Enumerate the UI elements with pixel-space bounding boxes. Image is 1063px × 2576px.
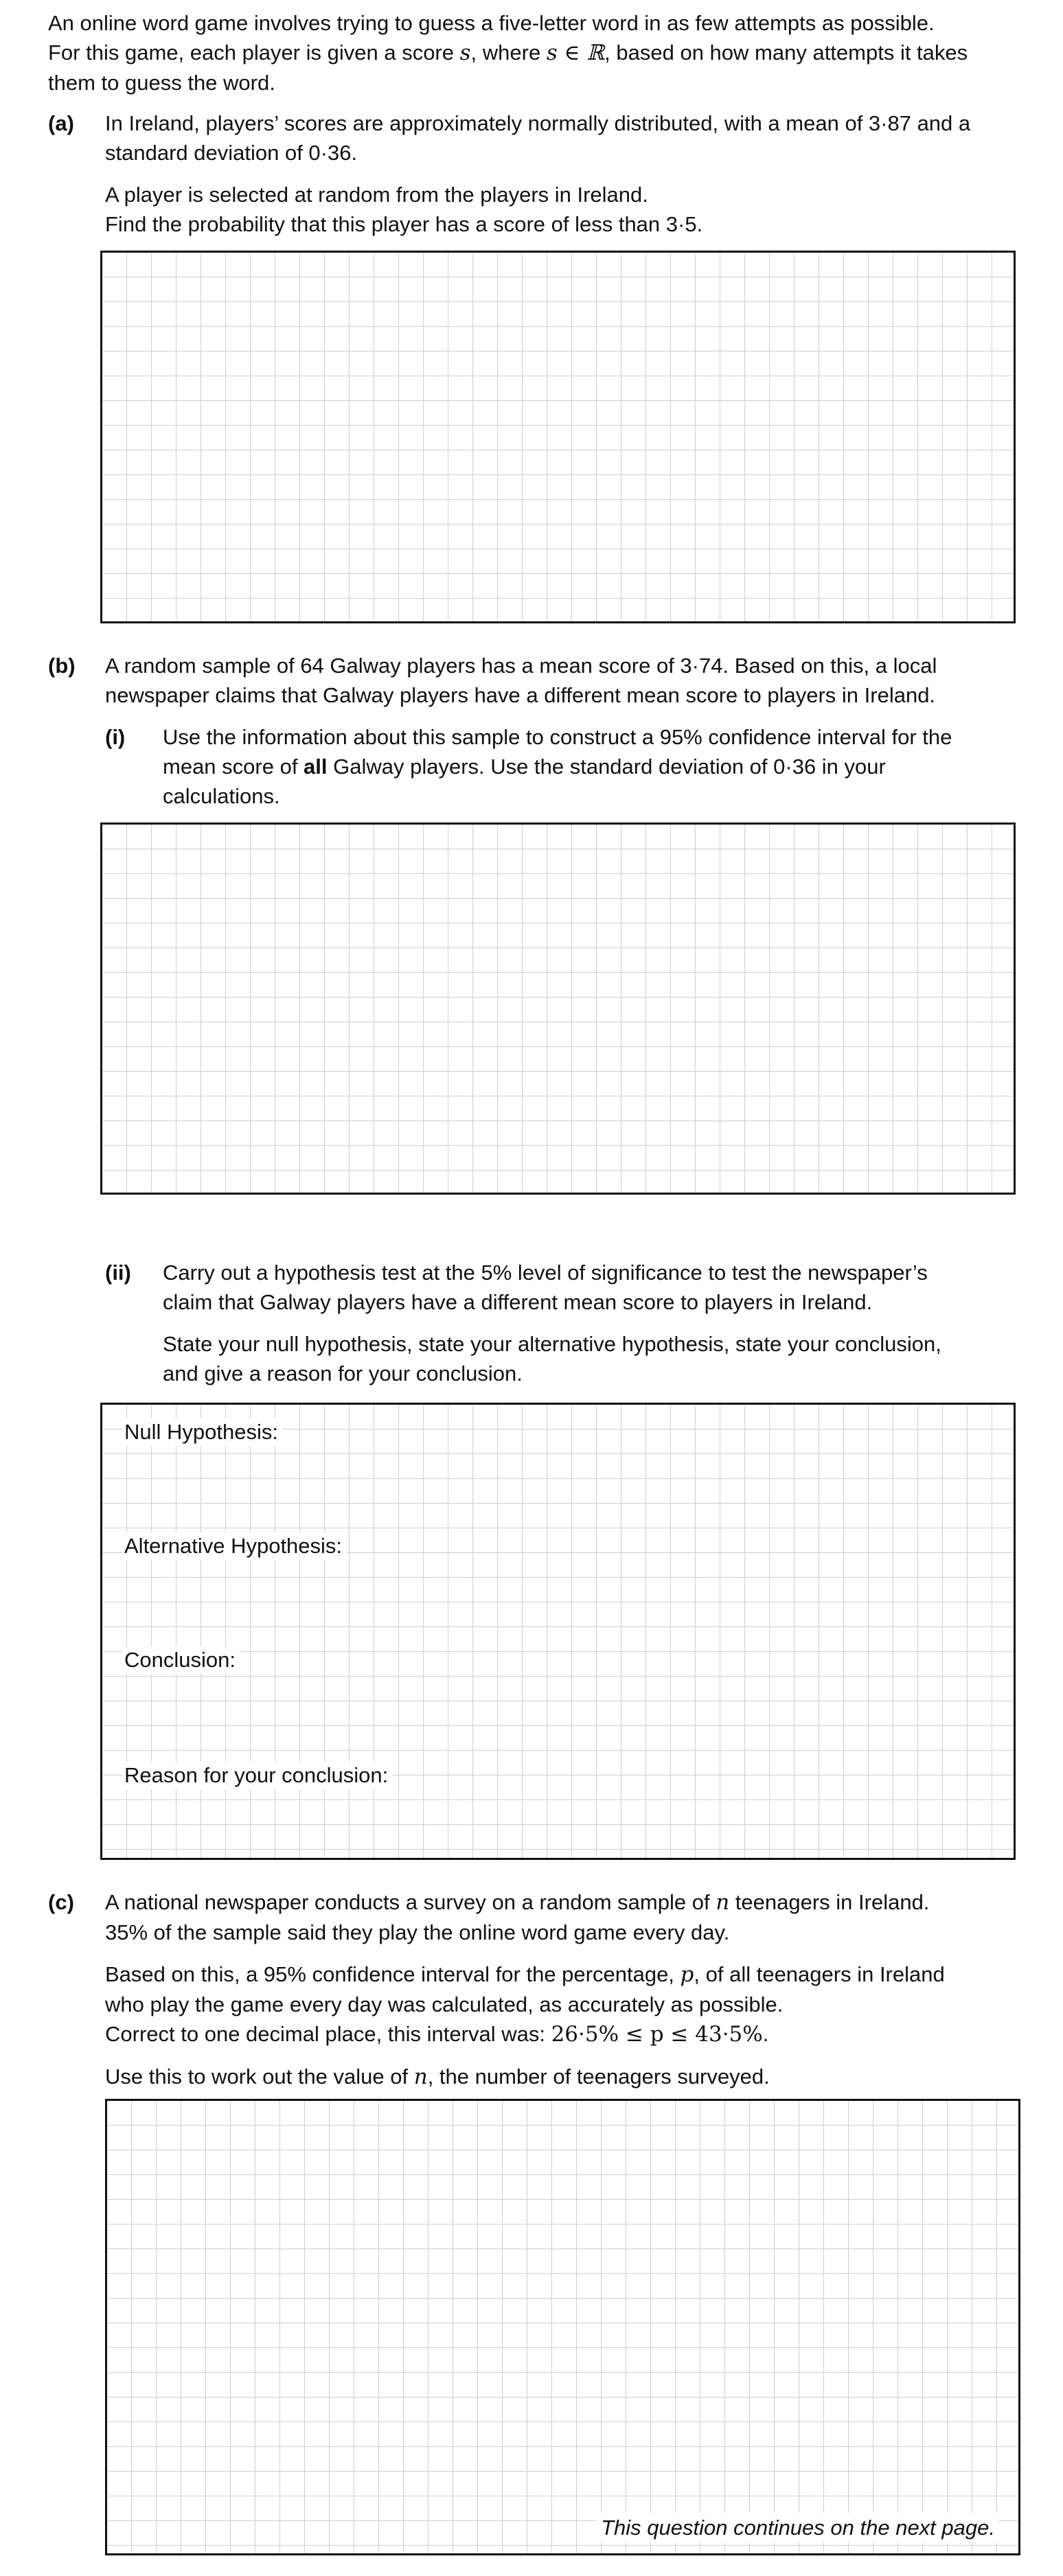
part-b-line-2: newspaper claims that Galway players have a different mean score to players in Ireland. (105, 683, 936, 707)
part-c-text-run: . (762, 2022, 769, 2046)
part-b-i-label: (i) (105, 725, 126, 749)
part-b-ii-line-4: and give a reason for your conclusion. (163, 1361, 523, 1385)
part-c-text-run: Use this to work out the value of (105, 2065, 414, 2089)
part-b-i-answer-box[interactable] (100, 823, 1016, 1195)
part-c-text-run: teenagers in Ireland. (729, 1890, 930, 1914)
part-a-line-1: In Ireland, players’ scores are approximately normally distributed, with a mean of 3·87 and a (105, 111, 971, 135)
part-c-line-4: who play the game every day was calculated, as accurately as possible. (105, 1992, 784, 2016)
part-c-label: (c) (48, 1890, 74, 1914)
intro-text: For this game, each player is given a score (48, 41, 460, 65)
part-c-answer-box[interactable] (105, 2099, 1020, 2555)
sample-size-variable: n (716, 1890, 730, 1915)
part-b-ii-line-3: State your null hypothesis, state your alternative hypothesis, state your conclusion, (163, 1332, 941, 1356)
continues-next-page-note: This question continues on the next page. (597, 2513, 999, 2542)
part-a-line-2: standard deviation of 0·36. (105, 141, 358, 165)
percentage-variable: p (680, 1962, 694, 1987)
part-c-text-run: , of all teenagers in Ireland (694, 1962, 945, 1986)
part-b-i-line-2 (163, 752, 1031, 781)
part-b-ii-line-2: claim that Galway players have a different mean score to players in Ireland. (163, 1290, 873, 1314)
part-b-ii-label: (ii) (105, 1261, 131, 1285)
part-b-ii-line-1: Carry out a hypothesis test at the 5% level of significance to test the newspaper’s (163, 1261, 928, 1285)
part-c-text-run: , the number of teenagers surveyed. (427, 2065, 770, 2089)
part-b-i-line-1: Use the information about this sample to construct a 95% confidence interval for the (163, 725, 952, 749)
alternative-hypothesis-label: Alternative Hypothesis: (123, 1532, 346, 1560)
part-c-line-1 (105, 1887, 1029, 1918)
part-c-line-2: 35% of the sample said they play the online word game every day. (105, 1920, 730, 1944)
part-c-text-run: A national newspaper conducts a survey on a random sample of (105, 1890, 716, 1914)
part-a-line-3: A player is selected at random from the players in Ireland. (105, 183, 648, 207)
part-a-line-4: Find the probability that this player has a score of less than 3·5. (105, 212, 703, 236)
part-a-label: (a) (48, 111, 74, 135)
score-variable: s (459, 41, 471, 65)
sample-size-variable: n (413, 2065, 428, 2089)
conclusion-label: Conclusion: (123, 1646, 240, 1674)
null-hypothesis-label: Null Hypothesis: (123, 1418, 282, 1446)
part-c-line-3 (105, 1959, 1029, 1990)
part-b-label: (b) (48, 654, 76, 678)
part-b-i-line-3: calculations. (163, 784, 280, 808)
part-c-text-run: Correct to one decimal place, this interval was: (105, 2022, 551, 2046)
intro-text: , based on how many attempts it takes (604, 41, 968, 65)
part-a-text (105, 108, 1029, 239)
part-b-line-1: A random sample of 64 Galway players has a mean score of 3·74. Based on this, a local (105, 654, 937, 678)
part-c-line-6 (105, 2062, 1029, 2092)
part-b-i-text-run: mean score of (163, 755, 304, 779)
part-a-answer-box[interactable] (100, 251, 1016, 623)
part-c-text-run: Based on this, a 95% confidence interval for the percentage, (105, 1962, 681, 1986)
part-c-text (105, 1887, 1029, 2092)
intro-line-3: them to guess the word. (48, 71, 275, 95)
part-b-i-text (163, 722, 1031, 811)
score-set: s ∈ ℝ (546, 41, 605, 65)
intro-line-1: An online word game involves trying to guess a five-letter word in as few attempts as possible. (48, 11, 935, 35)
intro-text: , where (470, 41, 547, 65)
question-intro (48, 8, 1023, 97)
part-b-ii-text (163, 1258, 1031, 1388)
part-b-text (105, 651, 1029, 710)
part-b-i-text-run: Galway players. Use the standard deviation of 0·36 in your (327, 755, 886, 779)
confidence-interval: 26·5% ≤ p ≤ 43·5% (551, 2022, 763, 2047)
reason-label: Reason for your conclusion: (123, 1762, 392, 1789)
intro-line-2 (48, 38, 1023, 68)
emphasis-all: all (304, 755, 328, 779)
part-c-line-5 (105, 2019, 1029, 2049)
part-b-ii-answer-box[interactable] (100, 1403, 1016, 1860)
